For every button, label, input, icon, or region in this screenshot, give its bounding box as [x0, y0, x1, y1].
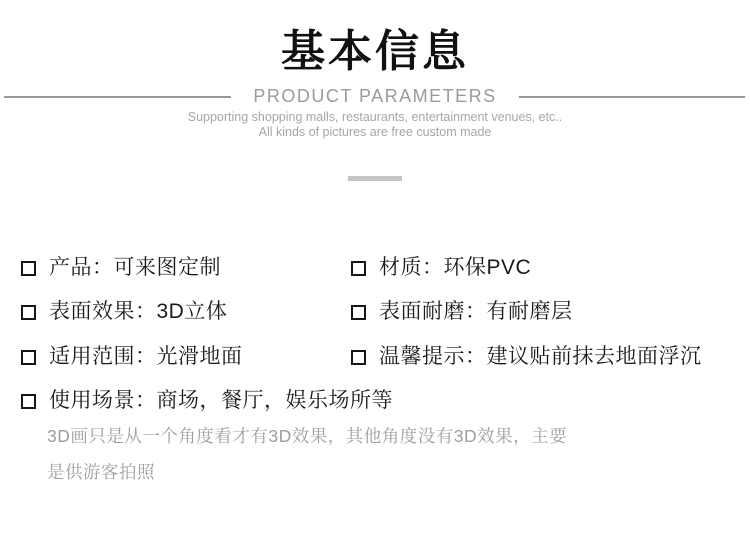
param-item-label: 表面效果：3D立体 — [49, 300, 228, 323]
square-bullet-icon — [351, 350, 366, 365]
param-item-applicable-range — [21, 344, 243, 370]
param-item-label: 温馨提示：建议贴前抹去地面浮沉 — [379, 345, 702, 368]
square-bullet-icon — [21, 305, 36, 320]
param-item-label: 材质：环保PVC — [379, 256, 532, 279]
param-item-label: 适用范围：光滑地面 — [49, 345, 243, 368]
section-description — [0, 110, 750, 140]
square-bullet-icon — [21, 350, 36, 365]
square-bullet-icon — [21, 394, 36, 409]
param-item-material — [351, 255, 531, 281]
note-line-2: 是供游客拍照 — [47, 462, 155, 482]
square-bullet-icon — [351, 305, 366, 320]
param-item-wear-resistance — [351, 299, 573, 325]
param-item-surface-effect — [21, 299, 227, 325]
page-title: 基本信息 — [281, 27, 469, 76]
param-item-usage-scenario — [21, 388, 393, 414]
note-line-1: 3D画只是从一个角度看才有3D效果，其他角度没有3D效果，主要 — [47, 426, 568, 446]
param-item-label: 表面耐磨：有耐磨层 — [379, 300, 573, 323]
section-subtitle-label: PRODUCT PARAMETERS — [231, 86, 518, 107]
square-bullet-icon — [21, 261, 36, 276]
description-line-2: All kinds of pictures are free custom made — [258, 125, 492, 139]
square-bullet-icon — [351, 261, 366, 276]
section-subtitle — [0, 86, 750, 107]
description-line-1: Supporting shopping malls, restaurants, entertainment venues, etc.. — [187, 110, 563, 124]
divider-bar — [348, 176, 402, 181]
param-item-label: 使用场景：商场，餐厅，娱乐场所等 — [49, 389, 393, 412]
param-item-warm-tip — [351, 344, 702, 370]
param-item-label: 产品：可来图定制 — [49, 256, 221, 279]
param-item-product — [21, 255, 221, 281]
